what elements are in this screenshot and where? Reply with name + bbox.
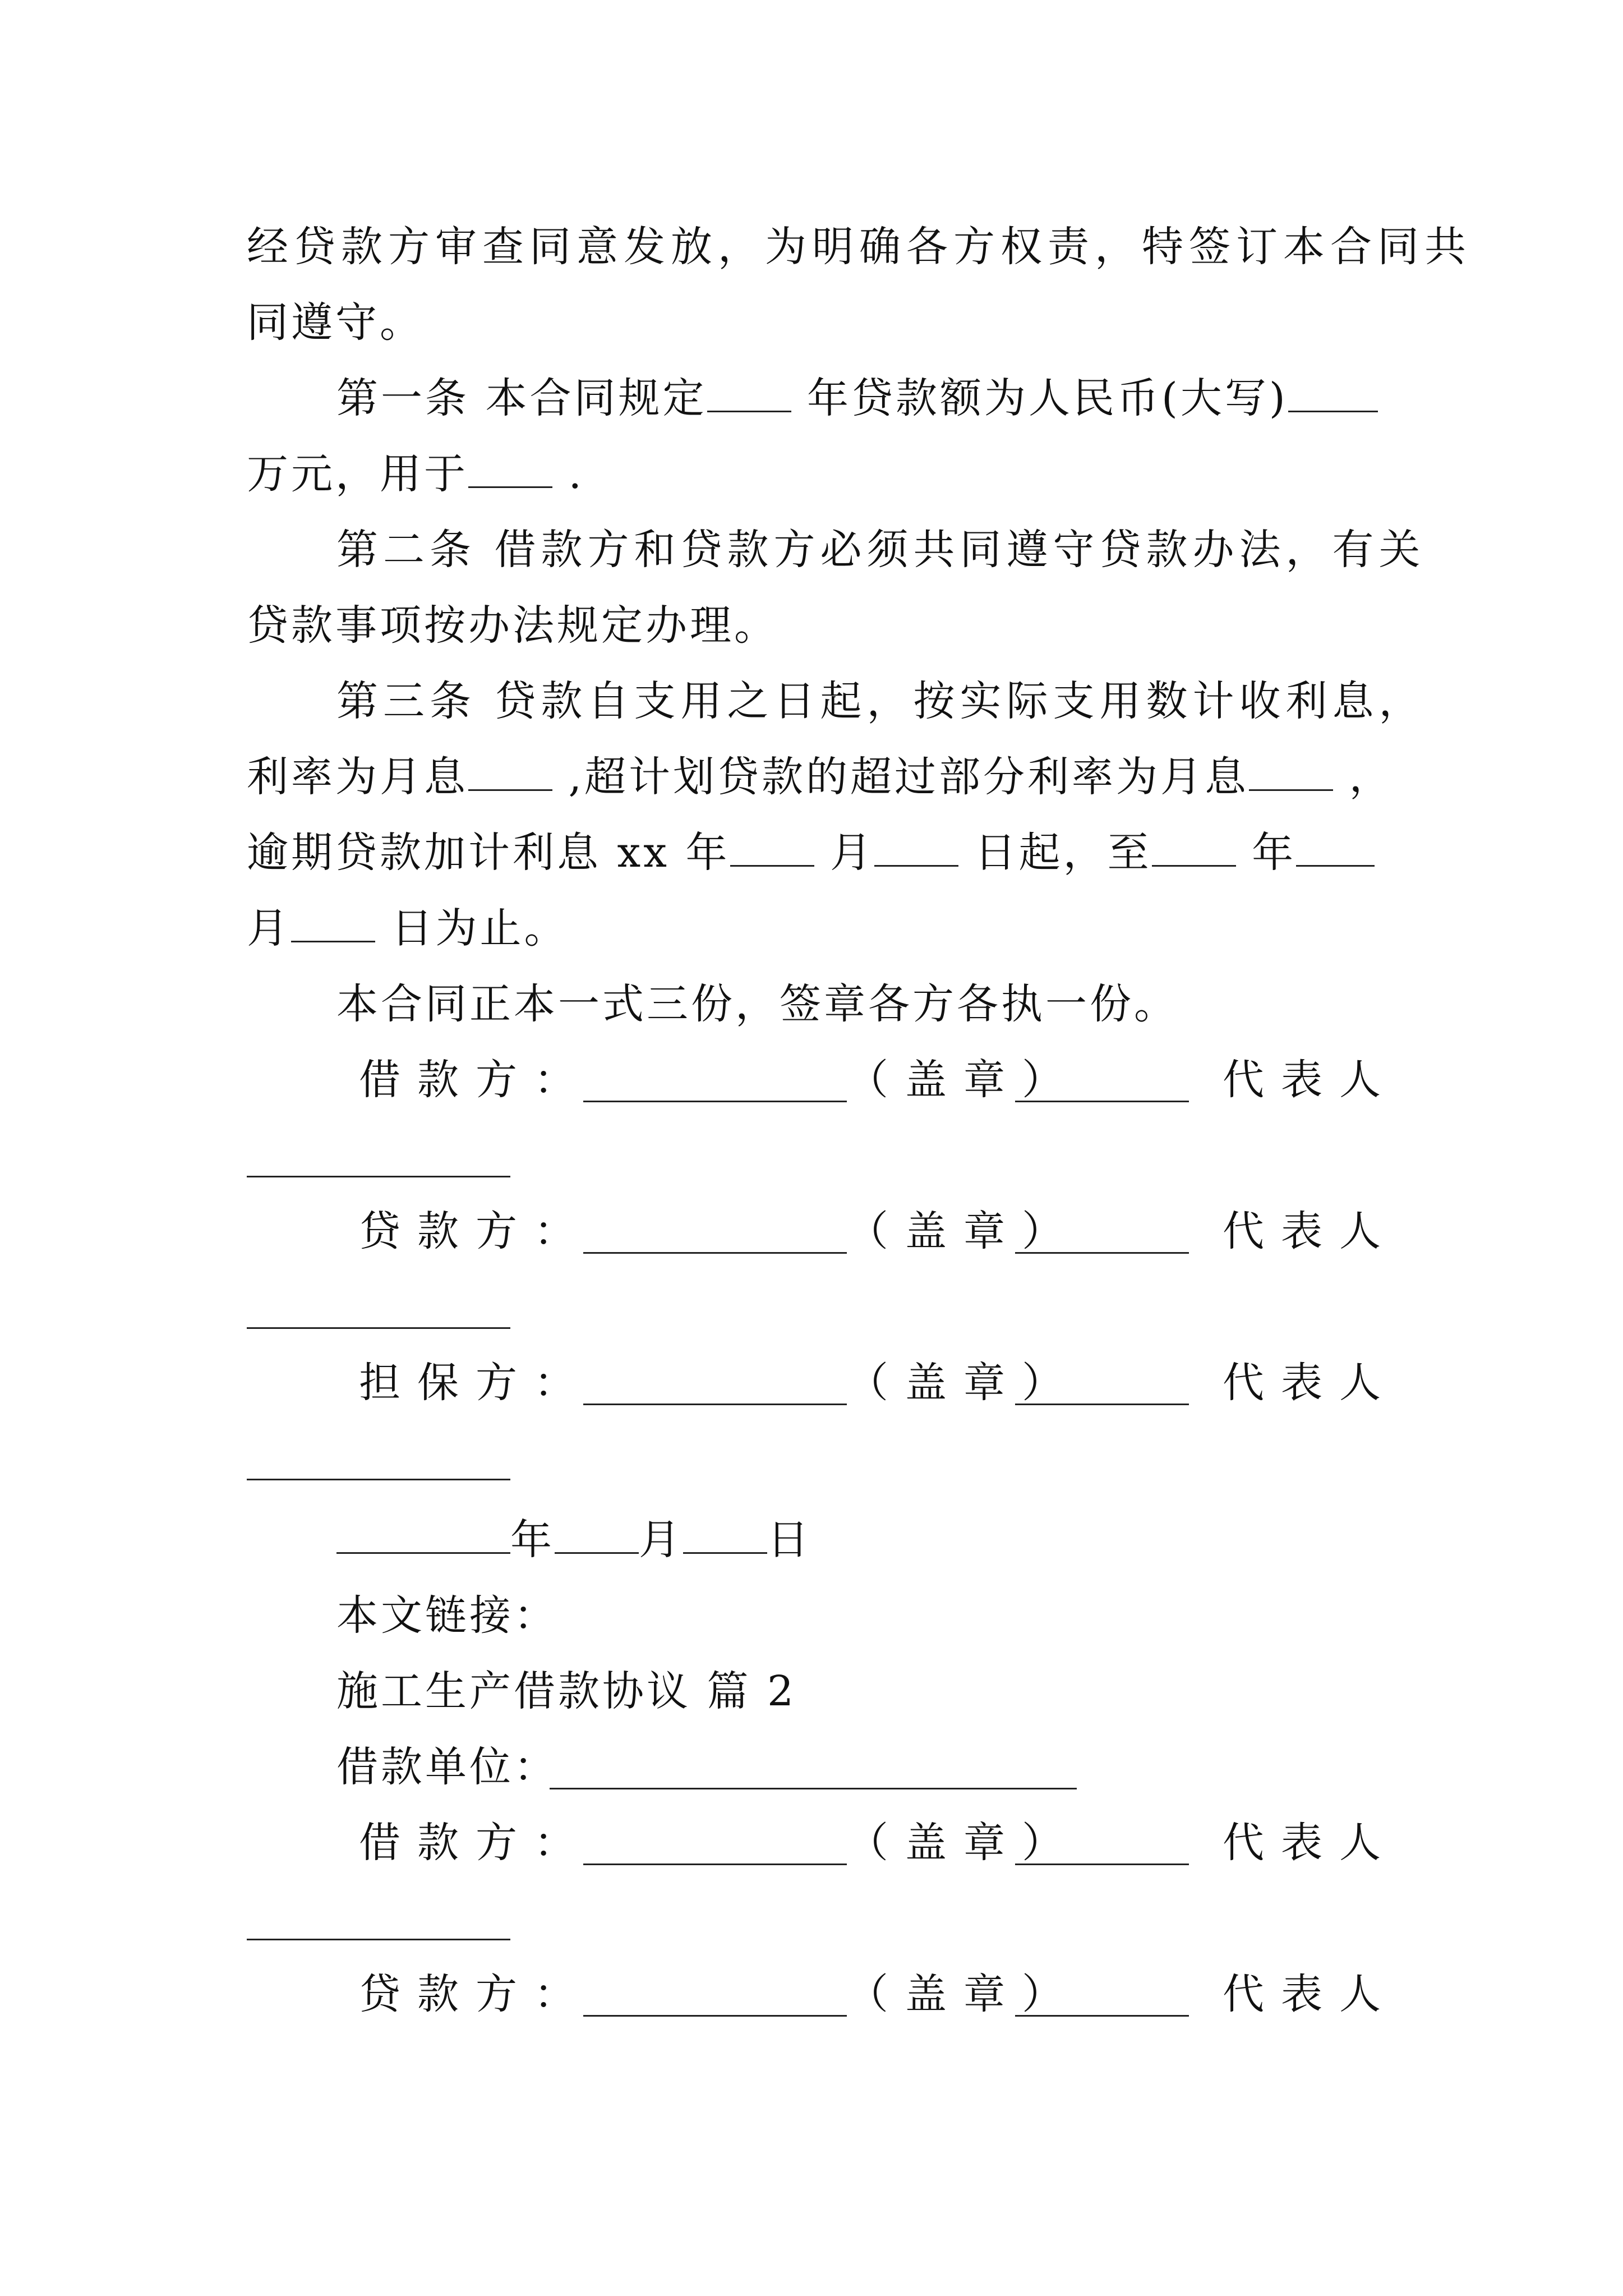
borrower-unit-line xyxy=(550,1788,1077,1789)
article-1-line-2 xyxy=(247,449,584,499)
end-label: 日为止。 xyxy=(375,904,569,953)
interest-label: 利率为月息 xyxy=(247,753,468,801)
signature-row xyxy=(359,1818,592,1868)
article-1-purpose-label: 万元，用于 xyxy=(247,450,468,498)
representative-label: 代表人 xyxy=(1223,1056,1398,1104)
representative-label: 代表人 xyxy=(1223,1819,1398,1867)
date-year-label: 年 xyxy=(510,1516,555,1564)
borrower-unit-label: 借款单位： xyxy=(336,1743,558,1791)
overdue-label: 逾期贷款加计利息 xx 年 xyxy=(247,829,730,877)
seal-line xyxy=(1015,1252,1189,1254)
day-label: 日起，至 xyxy=(958,829,1152,877)
article-3-line-3 xyxy=(247,827,1375,878)
signature-line xyxy=(583,1252,847,1254)
blank-end-day xyxy=(291,907,375,942)
article-1-end: . xyxy=(552,450,585,498)
seal-line xyxy=(1015,1404,1189,1405)
representative-line xyxy=(247,1327,510,1329)
signature-row xyxy=(359,1055,592,1105)
party-label: 贷款方： xyxy=(359,1970,592,2018)
representative-line xyxy=(247,1176,510,1177)
blank-start-day xyxy=(874,831,958,867)
representative-label: 代表人 xyxy=(1223,1207,1398,1255)
seal-label: （盖章） xyxy=(847,1056,1080,1104)
date-day-label: 日 xyxy=(767,1516,811,1564)
article-3-line-2 xyxy=(247,752,1394,802)
intro-line-1: 经贷款方审查同意发放，为明确各方权责，特签订本合同共 xyxy=(247,223,1472,271)
blank-interest xyxy=(468,756,552,791)
signature-line xyxy=(583,2015,847,2017)
party-label: 借款方： xyxy=(359,1056,592,1104)
date-line xyxy=(336,1515,811,1565)
seal-line xyxy=(1015,2015,1189,2017)
blank-purpose xyxy=(468,453,552,488)
comma: ， xyxy=(1333,753,1394,801)
seal-label: （盖章） xyxy=(847,1970,1080,2018)
blank-date-day xyxy=(683,1519,767,1554)
seal-line xyxy=(1015,1864,1189,1865)
blank-start-month xyxy=(730,831,814,867)
signature-row xyxy=(359,1206,592,1257)
party-label: 担保方： xyxy=(359,1359,592,1407)
article-link-label: 本文链接： xyxy=(336,1591,558,1640)
signature-line xyxy=(583,1864,847,1865)
signature-line xyxy=(583,1101,847,1102)
article-1-heading: 第一条 本合同规定 xyxy=(336,374,707,422)
representative-label: 代表人 xyxy=(1223,1970,1398,2018)
blank-end-year xyxy=(1152,831,1236,867)
article-2-line-2: 贷款事项按办法规定办理。 xyxy=(247,601,778,650)
seal-line xyxy=(1015,1101,1189,1102)
signature-line xyxy=(583,1404,847,1405)
article-1-amount-label: 年贷款额为人民币(大写) xyxy=(791,374,1288,422)
intro-line-2: 同遵守。 xyxy=(247,298,424,347)
seal-label: （盖章） xyxy=(847,1819,1080,1867)
representative-line xyxy=(247,1479,510,1480)
blank-date-year xyxy=(336,1519,510,1554)
party-label: 贷款方： xyxy=(359,1207,592,1255)
blank-date-month xyxy=(555,1519,639,1554)
borrower-unit-row xyxy=(336,1742,558,1792)
article-3-line-1: 第三条 贷款自支用之日起，按实际支用数计收利息， xyxy=(336,677,1426,725)
seal-label: （盖章） xyxy=(847,1207,1080,1255)
party-label: 借款方： xyxy=(359,1819,592,1867)
seal-label: （盖章） xyxy=(847,1359,1080,1407)
representative-line xyxy=(247,1939,510,1940)
article-3-line-4 xyxy=(247,903,569,954)
blank-over-plan-interest xyxy=(1249,756,1333,791)
representative-label: 代表人 xyxy=(1223,1359,1398,1407)
year-label: 年 xyxy=(1235,829,1297,877)
signature-row xyxy=(359,1358,592,1408)
month-label-2: 月 xyxy=(247,904,291,953)
blank-amount xyxy=(1288,377,1378,412)
article-2-line-1: 第二条 借款方和贷款方必须共同遵守贷款办法，有关 xyxy=(336,526,1426,574)
blank-year xyxy=(707,377,791,412)
over-plan-label: ,超计划贷款的超过部分利率为月息 xyxy=(552,753,1249,801)
article-1-line-1 xyxy=(336,373,1380,424)
blank-end-month xyxy=(1296,831,1375,867)
date-month-label: 月 xyxy=(639,1516,683,1564)
copies-statement: 本合同正本一式三份，签章各方各执一份。 xyxy=(336,980,1178,1028)
signature-row xyxy=(359,1969,592,2019)
month-label: 月 xyxy=(814,829,875,877)
section-2-title: 施工生产借款协议 篇 2 xyxy=(336,1667,797,1715)
